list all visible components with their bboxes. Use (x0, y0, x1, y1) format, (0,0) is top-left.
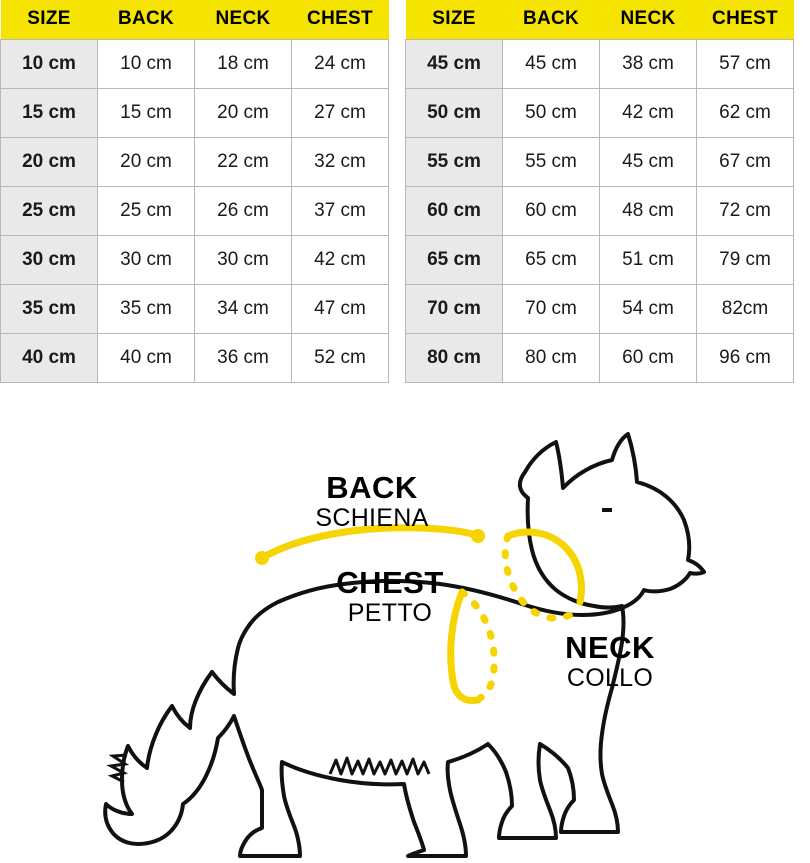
cell-size: 25 cm (1, 187, 98, 236)
table-row (406, 334, 794, 383)
cell-back: 15 cm (98, 89, 195, 138)
cell-back: 30 cm (98, 236, 195, 285)
column-header-neck: NECK (600, 0, 697, 40)
label-chest-en: CHEST (336, 565, 444, 600)
cell-back: 20 cm (98, 138, 195, 187)
table-row (1, 334, 389, 383)
cell-size: 35 cm (1, 285, 98, 334)
cell-size: 70 cm (406, 285, 503, 334)
cell-size: 20 cm (1, 138, 98, 187)
cell-back: 80 cm (503, 334, 600, 383)
cell-chest: 67 cm (697, 138, 794, 187)
large-sizes-table-wrap (405, 0, 794, 383)
cell-neck: 20 cm (195, 89, 292, 138)
cell-chest: 42 cm (292, 236, 389, 285)
cell-chest: 27 cm (292, 89, 389, 138)
dog-measurement-diagram (0, 432, 810, 858)
cell-back: 10 cm (98, 40, 195, 89)
cell-neck: 30 cm (195, 236, 292, 285)
cell-size: 60 cm (406, 187, 503, 236)
cell-size: 30 cm (1, 236, 98, 285)
column-header-chest: CHEST (697, 0, 794, 40)
cell-size: 50 cm (406, 89, 503, 138)
cell-back: 70 cm (503, 285, 600, 334)
size-tables-container (0, 0, 810, 383)
label-neck-it: COLLO (566, 663, 654, 692)
column-header-size: SIZE (406, 0, 503, 40)
cell-neck: 36 cm (195, 334, 292, 383)
cell-neck: 45 cm (600, 138, 697, 187)
cell-chest: 82cm (697, 285, 794, 334)
label-chest (280, 567, 500, 626)
cell-neck: 60 cm (600, 334, 697, 383)
column-header-back: BACK (98, 0, 195, 40)
cell-chest: 52 cm (292, 334, 389, 383)
cell-back: 55 cm (503, 138, 600, 187)
cell-neck: 48 cm (600, 187, 697, 236)
table-row (1, 40, 389, 89)
small-sizes-table (0, 0, 389, 383)
cell-back: 50 cm (503, 89, 600, 138)
table-header-row (406, 0, 794, 40)
cell-size: 10 cm (1, 40, 98, 89)
cell-neck: 34 cm (195, 285, 292, 334)
table-row (406, 138, 794, 187)
table-row (406, 285, 794, 334)
column-header-chest: CHEST (292, 0, 389, 40)
label-back (262, 472, 482, 531)
table-header-row (1, 0, 389, 40)
cell-back: 35 cm (98, 285, 195, 334)
cell-chest: 72 cm (697, 187, 794, 236)
table-row (1, 285, 389, 334)
cell-back: 40 cm (98, 334, 195, 383)
column-header-back: BACK (503, 0, 600, 40)
table-row (1, 187, 389, 236)
cell-neck: 38 cm (600, 40, 697, 89)
cell-size: 65 cm (406, 236, 503, 285)
cell-chest: 79 cm (697, 236, 794, 285)
label-chest-it: PETTO (347, 598, 433, 627)
cell-chest: 24 cm (292, 40, 389, 89)
column-header-size: SIZE (1, 0, 98, 40)
table-row (406, 236, 794, 285)
cell-size: 45 cm (406, 40, 503, 89)
cell-back: 65 cm (503, 236, 600, 285)
cell-chest: 62 cm (697, 89, 794, 138)
label-back-it: SCHIENA (315, 503, 429, 532)
label-back-en: BACK (326, 470, 418, 505)
cell-chest: 96 cm (697, 334, 794, 383)
cell-back: 60 cm (503, 187, 600, 236)
cell-size: 15 cm (1, 89, 98, 138)
cell-neck: 51 cm (600, 236, 697, 285)
cell-neck: 42 cm (600, 89, 697, 138)
label-neck (500, 632, 720, 691)
cell-neck: 18 cm (195, 40, 292, 89)
cell-chest: 47 cm (292, 285, 389, 334)
cell-neck: 54 cm (600, 285, 697, 334)
large-sizes-table (405, 0, 794, 383)
cell-chest: 37 cm (292, 187, 389, 236)
cell-chest: 32 cm (292, 138, 389, 187)
table-row (1, 89, 389, 138)
table-row (406, 40, 794, 89)
column-header-neck: NECK (195, 0, 292, 40)
cell-chest: 57 cm (697, 40, 794, 89)
cell-back: 25 cm (98, 187, 195, 236)
cell-size: 80 cm (406, 334, 503, 383)
cell-neck: 22 cm (195, 138, 292, 187)
table-row (406, 187, 794, 236)
cell-size: 40 cm (1, 334, 98, 383)
cell-back: 45 cm (503, 40, 600, 89)
cell-size: 55 cm (406, 138, 503, 187)
label-neck-en: NECK (565, 630, 655, 665)
table-row (1, 138, 389, 187)
cell-neck: 26 cm (195, 187, 292, 236)
table-row (406, 89, 794, 138)
table-row (1, 236, 389, 285)
small-sizes-table-wrap (0, 0, 389, 383)
